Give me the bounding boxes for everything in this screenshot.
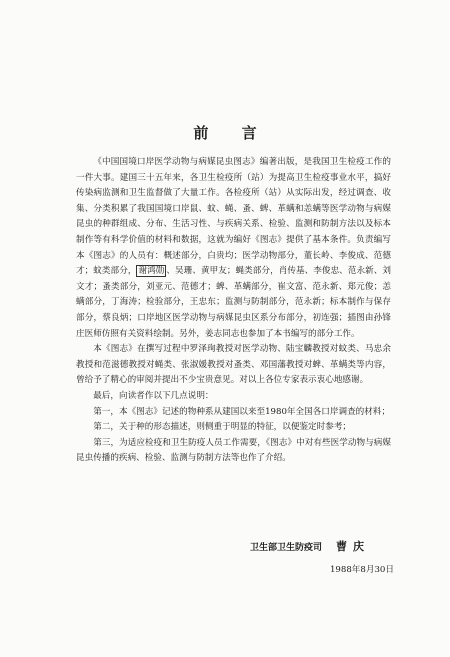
paragraph-note-3: 第三，为适应检疫和卫生防疫人员工作需要，《图志》中对有些医学动物与病媒昆虫传播的疾病、检验、监测与防制方法等也作了介绍。 <box>76 437 391 464</box>
paragraph-note-1: 第一，本《图志》记述的物种系从建国以来至1980年全国各口岸调查的材料； <box>93 406 391 417</box>
paragraph-acknowledgements: 本《图志》在撰写过程中罗泽珣教授对医学动物、陆宝麟教授对蚊类、马忠余教授和范滋德教授对蝇类、张淑媛教授对蚤类、邓国藩教授对蜱、革螨类等内容，曾给予了精心的审阅并提出不少宝贵意见。对以上各位专家表示衷心地感谢。 <box>76 344 391 386</box>
paragraph-authors-part-2: 、吴珊、黄甲友；蝇类部分，肖传基、李俊忠、范永新、刘文才；蚤类部分，刘亚元、范德才；蜱、革螨部分，崔文富、范永新、郑元俊；恙螨部分，丁海涛；检验部分，王忠东；监测与防制部分，范永新；标本制作与保存部分，蔡良炳；口岸地区医学动物与病媒昆虫区系分布部分，初连强；插图由孙锋庄医师仿照有关资料绘制。另外，姜志同志也参加了本书编写的部分工作。 <box>76 266 391 339</box>
preface-body <box>76 155 391 467</box>
paragraph-notes-intro: 最后，向读者作以下几点说明： <box>93 390 214 401</box>
paragraph-authors <box>76 155 391 342</box>
highlighted-name: 谢鸿勋 <box>138 266 165 277</box>
page-title: 前 言 <box>193 124 271 142</box>
signature-date: 1988年8月30日 <box>329 565 394 575</box>
paragraph-note-2: 第二，关于种的形态描述，则侧重于明显的特征，以便鉴定时参考； <box>93 422 352 433</box>
paragraph-authors-part-1: 《中国国境口岸医学动物与病媒昆虫图志》编著出版，是我国卫生检疫工作的一件大事。建国三十五年来，各卫生检疫所（站）为提高卫生检疫事业水平，搞好传染病监测和卫生监督做了大量工作。各检疫所（站）从实际出发，经过调查、收集、分类积累了我国国境口岸鼠、蚊、蝇、蚤、蜱、革螨和恙螨等医学动物与病媒昆虫的种群组成、分布、生活习性、与疾病关系、检验、监测和防制方法以及标本制作等有科学价值的材料和数据，这就为编好《图志》提供了基本条件。负责编写本《图志》的人员有：概述部分，白贵均；医学动物部分，董长岭、李俊成、范德才；蚊类部分， <box>76 157 391 277</box>
signature-org: 卫生部卫生防疫司 <box>250 543 323 553</box>
signature-name: 曹庆 <box>336 540 371 553</box>
signature-block <box>250 539 410 578</box>
